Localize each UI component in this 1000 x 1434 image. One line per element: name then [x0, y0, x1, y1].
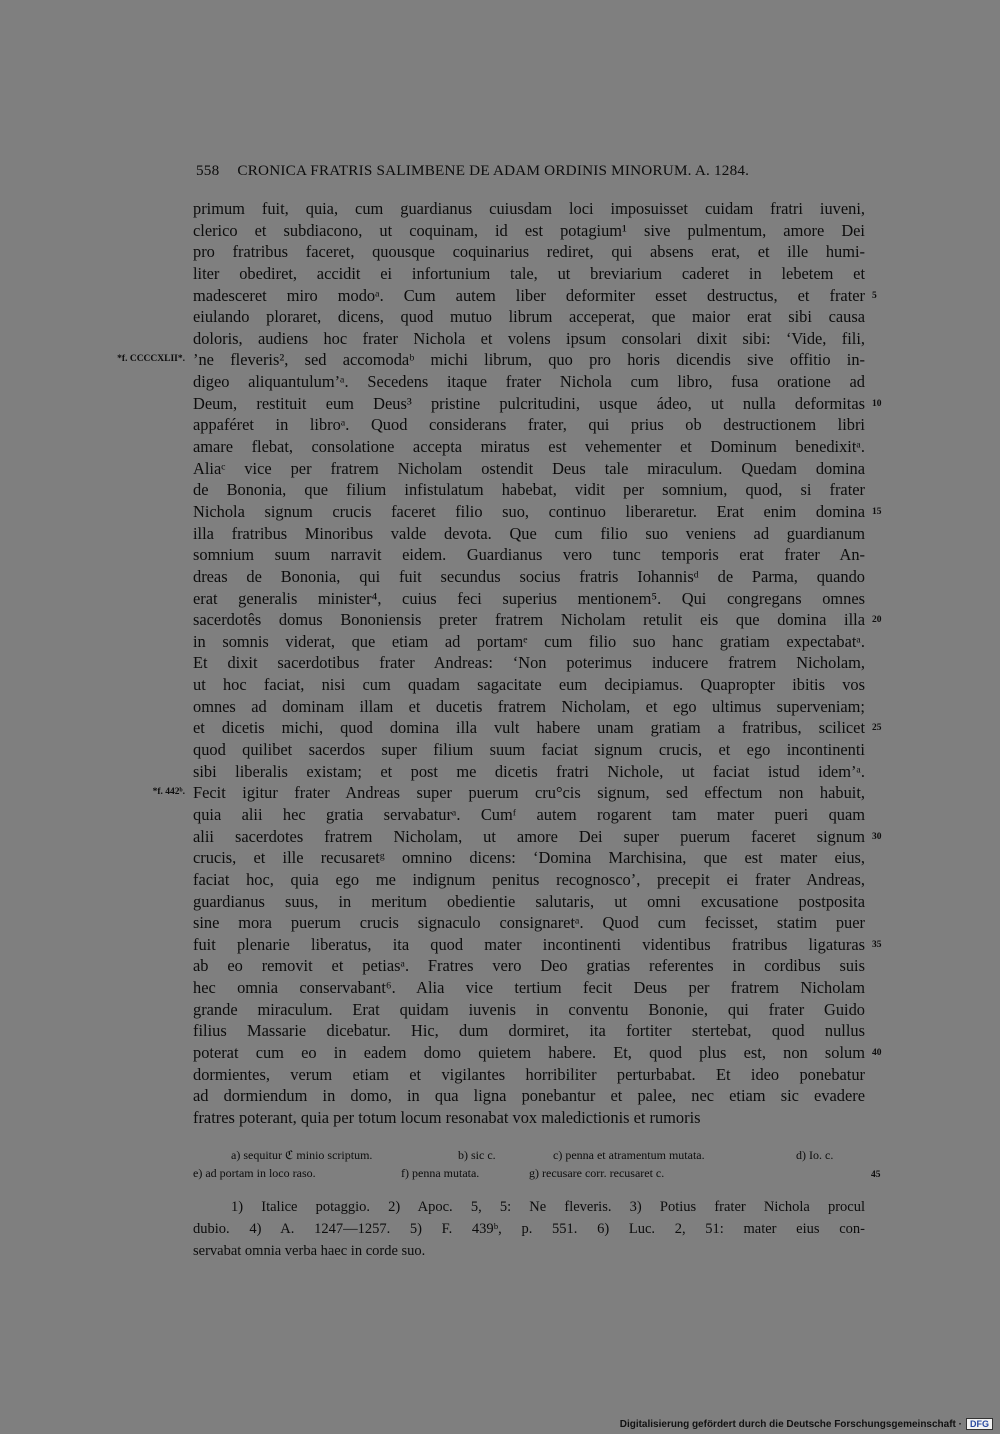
text-line-content: faciat hoc, quia ego me indignum penitus recognosco’, precepit ei frater Andreas, [193, 869, 865, 889]
text-line-content: dreas de Bononia, qui fuit secundus socius fratris Iohannisᵈ de Parma, quando [193, 566, 865, 586]
footnote-line: servabat omnia verba haec in corde suo. [193, 1243, 426, 1259]
text-line [193, 1042, 882, 1064]
text-line-content: digeo aliquantulum’ᵃ. Secedens itaque frater Nichola cum libro, fusa oratione ad [193, 372, 865, 392]
text-line [193, 652, 865, 674]
text-line-content: erat generalis minister⁴, cuius feci superius mentionem⁵. Qui congregans omnes [193, 588, 865, 608]
text-line-content: eiulando ploraret, dicens, quod mutuo librum acceperat, que maior erat sibi causa [193, 307, 865, 327]
text-line-content: sacerdotês domus Bononiensis preter fratrem Nicholam retulit eis que domina illa [193, 610, 865, 630]
text-line-content: poterat cum eo in eadem domo quietem habere. Et, quod plus est, non solum [193, 1042, 865, 1062]
text-line-content: guardianus suus, in meritum obedientie salutaris, ut omni excusatione postposita [193, 891, 865, 911]
text-line-content: Et dixit sacerdotibus frater Andreas: ‘Non poterimus inducere fratrem Nicholam, [193, 653, 865, 673]
apparatus-note-b: b) sic c. [458, 1148, 496, 1162]
footnote-line: dubio. 4) A. 1247—1257. 5) F. 439ᵇ, p. 551. 6) Luc. 2, 51: mater eius con- [193, 1221, 865, 1237]
text-line [193, 198, 865, 220]
text-line-content: quia alii hec gratia servabaturᵃ. Cumᶠ autem rogarent tam mater pueri quam [193, 804, 865, 824]
text-line [193, 869, 865, 891]
text-line [193, 414, 865, 436]
text-line [193, 501, 882, 523]
line-number: 25 [872, 723, 882, 734]
text-line [193, 566, 865, 588]
line-number: 15 [872, 506, 882, 517]
text-line-content: de Bononia, que filium infistulatum habebat, vidit per somnium, quod, si frater [193, 480, 865, 500]
text-line [193, 1107, 865, 1129]
text-line [193, 1064, 865, 1086]
text-line [193, 241, 865, 263]
text-line-content: quod quilibet sacerdos super filium suum faciat signum crucis, et ego incontinenti [193, 740, 865, 760]
line-number: 40 [872, 1047, 882, 1058]
text-line [193, 761, 865, 783]
main-text [117, 198, 882, 1129]
text-line [193, 999, 865, 1021]
line-number: 20 [872, 615, 882, 626]
text-line [193, 220, 865, 242]
funding-footer [620, 1418, 993, 1430]
text-line-content: pro fratribus faceret, quousque coquinarius rediret, qui absens erat, et ille humi- [193, 242, 865, 262]
text-line-content: Fecit igitur frater Andreas super puerum cru°cis signum, sed effectum non habuit, [193, 783, 865, 803]
text-line [193, 263, 865, 285]
text-line-content: hec omnia conservabant⁶. Alia vice tertium fecit Deus per fratrem Nicholam [193, 978, 865, 998]
apparatus-row [193, 1164, 883, 1182]
text-line-content: doloris, audiens hoc frater Nichola et volens ipsum consolari dixit sibi: ‘Vide, fili, [193, 328, 865, 348]
folio-marker: *f. 442ᵇ. [152, 787, 185, 798]
apparatus-note-d: d) Io. c. [796, 1148, 834, 1162]
line-number: 35 [872, 939, 882, 950]
text-line [193, 306, 865, 328]
text-line-content: alii sacerdotes fratrem Nicholam, ut amore Dei super puerum faceret signum [193, 826, 865, 846]
text-line [193, 609, 882, 631]
text-line [193, 631, 865, 653]
text-line [193, 717, 882, 739]
text-line-content: ad dormiendum in domo, in qua ligna ponebantur et palee, nec etiam sic evadere [193, 1086, 865, 1106]
critical-apparatus [193, 1146, 883, 1182]
text-line [193, 804, 865, 826]
text-line-content: Nichola signum crucis faceret filio suo, continuo liberaretur. Erat enim domina [193, 501, 865, 521]
line-number: 10 [872, 398, 882, 409]
text-line [193, 1020, 865, 1042]
text-line-content: et dicetis michi, quod domina illa vult habere unam gratiam a fratribus, scilicet [193, 718, 865, 738]
text-line-content: in somnis viderat, que etiam ad portamᵉ cum filio suo hanc gratiam expectabatᵃ. [193, 631, 865, 651]
apparatus-note-e: e) ad portam in loco raso. [193, 1166, 316, 1180]
text-line [193, 739, 865, 761]
text-line-content: ab eo removit et petiasᵃ. Fratres vero Deo gratias referentes in cordibus suis [193, 956, 865, 976]
text-line-content: appaféret in libroᵃ. Quod considerans frater, qui prius ob destructionem libri [193, 415, 865, 435]
text-line-content: sibi liberalis existam; et post me dicetis fratri Nichole, ut faciat istud idem’ᵃ. [193, 761, 865, 781]
text-line [193, 436, 865, 458]
text-line-content: primum fuit, quia, cum guardianus cuiusdam loci imposuisset cuidam fratri iuveni, [193, 199, 865, 218]
text-line-content: ’ne fleveris², sed accomodaᵇ michi librum, quo pro horis dicendis sive offitio in- [193, 350, 865, 370]
text-line [193, 674, 865, 696]
line-number: 5 [872, 290, 877, 301]
text-line-content: madesceret miro modoᵃ. Cum autem liber deformiter esset destructus, et frater [193, 285, 865, 305]
footer-text: Digitalisierung gefördert durch die Deutsche Forschungsgemeinschaft · [619, 1418, 962, 1430]
text-line-content: Aliaᶜ vice per fratrem Nicholam ostendit Deus tale miraculum. Quedam domina [193, 458, 865, 478]
text-line-content: fuit plenarie liberatus, ita quod mater incontinenti videntibus fratribus ligaturas [193, 934, 865, 954]
text-line-content: clerico et subdiacono, ut coquinam, id est potagium¹ sive pulmentum, amore Dei [193, 220, 865, 240]
text-line [193, 912, 865, 934]
text-line [193, 523, 865, 545]
page-number: 558 [196, 162, 220, 179]
text-line [117, 349, 865, 371]
text-line-content: ut hoc faciat, nisi cum quadam sagacitate eum decipiamus. Quapropter ibitis vos [193, 675, 865, 695]
line-number: 45 [871, 1170, 881, 1180]
text-line [193, 588, 865, 610]
text-line-content: liter obediret, accidit ei infortunium tale, ut breviarium caderet in lebetem et [193, 263, 865, 283]
text-line-content: illa fratribus Minoribus valde devota. Que cum filio suo veniens ad guardianum [193, 523, 865, 543]
text-line [193, 458, 865, 480]
text-line [193, 1085, 865, 1107]
text-line [193, 479, 865, 501]
line-number: 30 [872, 831, 882, 842]
text-line-content: filius Massarie dicebatur. Hic, dum dormiret, ita fortiter stertebat, quod nullus [193, 1021, 865, 1041]
text-line [193, 891, 865, 913]
text-line [193, 328, 865, 350]
text-line-content: dormientes, verum etiam et vigilantes horribiliter perturbabat. Et ideo ponebatur [193, 1064, 865, 1084]
text-line-content: omnes ad dominam illam et ducetis fratrem Nicholam, et ego ultimus superveniam; [193, 696, 865, 716]
dfg-logo: DFG [966, 1418, 993, 1430]
text-line-content: grande miraculum. Erat quidam iuvenis in conventu Bononie, qui frater Guido [193, 999, 865, 1019]
text-line [193, 544, 865, 566]
running-title: CRONICA FRATRIS SALIMBENE DE ADAM ORDINIS MINORUM. A. 1284. [237, 162, 750, 179]
text-line-content: sine mora puerum crucis signaculo consignaretᵃ. Quod cum fecisset, statim puer [193, 913, 865, 933]
running-header [196, 162, 866, 180]
text-line-content: amare flebat, consolatione accepta miratus est vehementer et Dominum benedixitᵃ. [193, 437, 865, 457]
apparatus-note-a: a) sequitur ℭ minio scriptum. [231, 1148, 373, 1162]
apparatus-note-f: f) penna mutata. [401, 1166, 480, 1180]
text-line [152, 782, 865, 804]
folio-marker: *f. CCCCXLII*. [117, 354, 185, 365]
text-line [193, 934, 882, 956]
text-line-content: Deum, restituit eum Deus³ pristine pulcritudini, usque ádeo, ut nulla deformitas [193, 393, 865, 413]
text-line [193, 371, 865, 393]
text-line-content: fratres poterant, quia per totum locum resonabat vox maledictionis et rumoris [193, 1107, 701, 1127]
text-line-content: crucis, et ille recusaretᵍ omnino dicens: ‘Domina Marchisina, que est mater eius, [193, 848, 865, 868]
text-line [193, 696, 865, 718]
apparatus-note-c: c) penna et atramentum mutata. [553, 1148, 705, 1162]
text-line-content: somnium suum narravit eidem. Guardianus vero tunc temporis erat frater An- [193, 545, 865, 565]
footnote-line: 1) Italice potaggio. 2) Apoc. 5, 5: Ne fleveris. 3) Potius frater Nichola procul [231, 1199, 865, 1215]
text-line [193, 285, 877, 307]
text-line [193, 847, 865, 869]
text-line [193, 393, 882, 415]
apparatus-note-g: g) recusare corr. recusaret c. [529, 1166, 665, 1180]
text-line [193, 826, 882, 848]
text-line [193, 977, 865, 999]
text-line [193, 955, 865, 977]
footnotes [193, 1196, 865, 1262]
apparatus-row [193, 1146, 883, 1164]
